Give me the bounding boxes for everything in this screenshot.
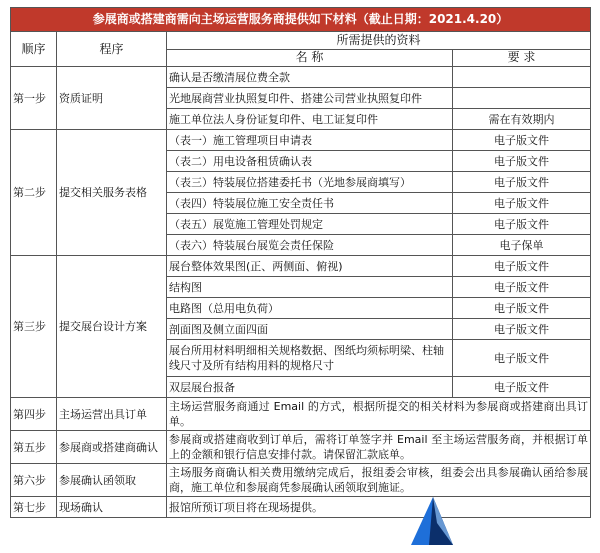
- item-name: （表三）特装展位搭建委托书（光地参展商填写）: [167, 172, 453, 193]
- header-order: 顺序: [11, 32, 57, 67]
- item-name: （表五）展览施工管理处罚规定: [167, 214, 453, 235]
- step-note: 主场服务商确认相关费用缴纳完成后，报组委会审核，组委会出具参展确认函给参展商，施工单位和参展商凭参展确认函领取到施证。: [167, 464, 591, 497]
- step-order: 第一步: [11, 67, 57, 130]
- item-name: （表二）用电设备租赁确认表: [167, 151, 453, 172]
- step-note: 参展商或搭建商收到订单后，需将订单签字并 Email 至主场运营服务商，并根据订单上的金额和银行信息安排付款。请保留汇款底单。: [167, 431, 591, 464]
- item-requirement: 需在有效期内: [453, 109, 591, 130]
- step-order: 第二步: [11, 130, 57, 256]
- item-requirement: 电子版文件: [453, 340, 591, 377]
- item-requirement: [453, 88, 591, 109]
- table-title: 参展商或搭建商需向主场运营服务商提供如下材料（截止日期：2021.4.20）: [11, 8, 591, 32]
- item-requirement: 电子版文件: [453, 193, 591, 214]
- item-requirement: 电子版文件: [453, 319, 591, 340]
- step-order: 第三步: [11, 256, 57, 398]
- item-name: 光地展商营业执照复印件、搭建公司营业执照复印件: [167, 88, 453, 109]
- step-procedure: 提交相关服务表格: [57, 130, 167, 256]
- item-requirement: 电子版文件: [453, 130, 591, 151]
- item-name: 结构图: [167, 277, 453, 298]
- header-row: [11, 32, 591, 50]
- step-note: 报馆所预订项目将在现场提供。: [167, 497, 591, 518]
- item-requirement: 电子保单: [453, 235, 591, 256]
- item-name: 双层展台报备: [167, 377, 453, 398]
- item-requirement: 电子版文件: [453, 298, 591, 319]
- header-procedure: 程序: [57, 32, 167, 67]
- item-name: 展台整体效果图(正、两侧面、俯视): [167, 256, 453, 277]
- step-procedure: 现场确认: [57, 497, 167, 518]
- item-requirement: 电子版文件: [453, 377, 591, 398]
- step-order: 第七步: [11, 497, 57, 518]
- step-order: 第五步: [11, 431, 57, 464]
- step-procedure: 资质证明: [57, 67, 167, 130]
- item-requirement: 电子版文件: [453, 277, 591, 298]
- step-procedure: 主场运营出具订单: [57, 398, 167, 431]
- materials-table: [10, 7, 591, 518]
- step-order: 第六步: [11, 464, 57, 497]
- item-requirement: [453, 67, 591, 88]
- item-name: 确认是否缴清展位费全款: [167, 67, 453, 88]
- step-procedure: 提交展台设计方案: [57, 256, 167, 398]
- step-procedure: 参展确认函领取: [57, 464, 167, 497]
- table-row: [11, 256, 591, 277]
- watermark-logo: [407, 493, 599, 548]
- item-requirement: 电子版文件: [453, 151, 591, 172]
- step-note: 主场运营服务商通过 Email 的方式，根据所提交的相关材料为参展商或搭建商出具订单。: [167, 398, 591, 431]
- header-name: 名 称: [167, 49, 453, 67]
- item-requirement: 电子版文件: [453, 172, 591, 193]
- item-requirement: 电子版文件: [453, 214, 591, 235]
- item-name: 展台所用材料明细相关规格数据、图纸均须标明梁、柱轴线尺寸及所有结构用料的规格尺寸: [167, 340, 453, 377]
- header-requirement: 要 求: [453, 49, 591, 67]
- header-materials: 所需提供的资料: [167, 32, 591, 50]
- item-name: 剖面图及侧立面四面: [167, 319, 453, 340]
- item-requirement: 电子版文件: [453, 256, 591, 277]
- table-row: [11, 431, 591, 464]
- item-name: （表一）施工管理项目申请表: [167, 130, 453, 151]
- item-name: 施工单位法人身份证复印件、电工证复印件: [167, 109, 453, 130]
- table-row: [11, 67, 591, 88]
- materials-table-frame: [10, 7, 590, 518]
- item-name: 电路图（总用电负荷）: [167, 298, 453, 319]
- table-row: [11, 130, 591, 151]
- item-name: （表六）特装展台展览会责任保险: [167, 235, 453, 256]
- step-procedure: 参展商或搭建商确认: [57, 431, 167, 464]
- watermark-text: 帐篷: [459, 519, 490, 537]
- step-order: 第四步: [11, 398, 57, 431]
- item-name: （表四）特装展位施工安全责任书: [167, 193, 453, 214]
- table-row: [11, 464, 591, 497]
- title-row: [11, 8, 591, 32]
- table-row: [11, 398, 591, 431]
